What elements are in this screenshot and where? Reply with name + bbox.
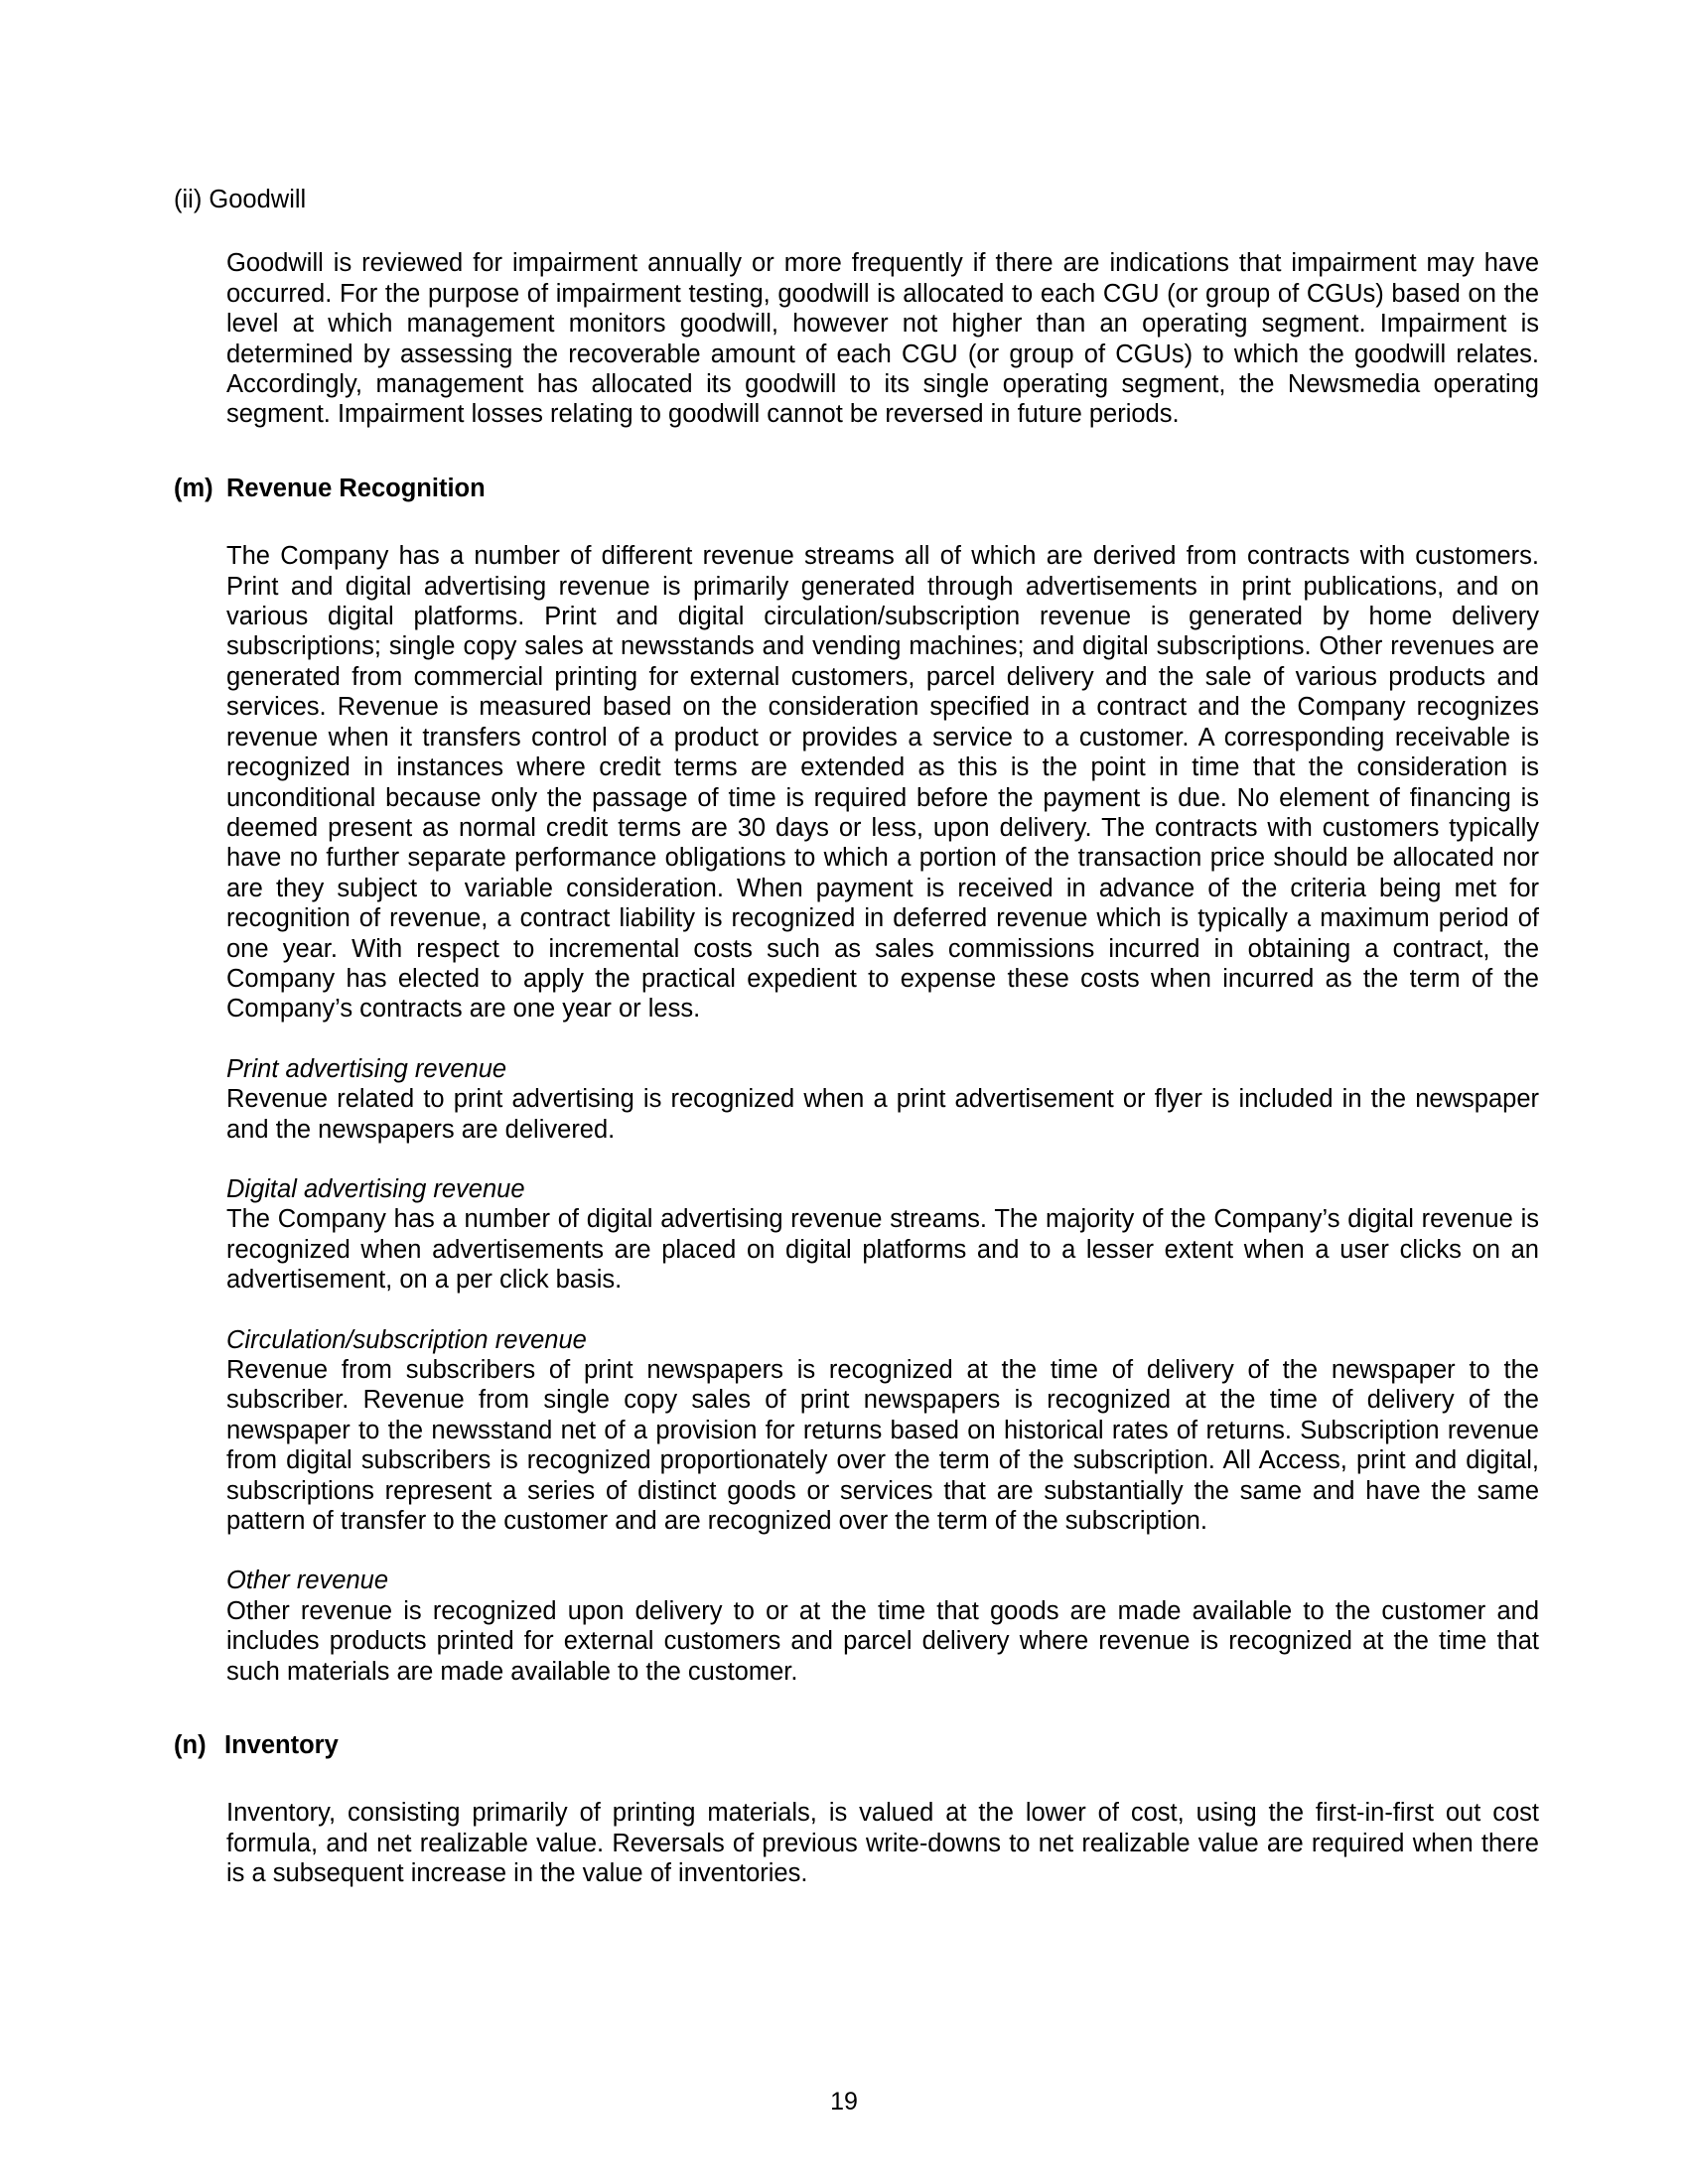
revenue-recognition-heading-text: Revenue Recognition [226, 474, 486, 502]
inventory-paragraph: Inventory, consisting primarily of printing materials, is valued at the lower of cost, using the first-in-first out cost formula, and net realizable value. Reversals of previous write-downs to net realizable value are required when there is a subsequent increase in the value of inventories. [226, 1799, 1539, 1888]
inventory-heading-text: Inventory [224, 1731, 339, 1760]
page-content [174, 185, 1539, 1889]
spacer [174, 1296, 1539, 1325]
subsection-body-circulation-subscription: Revenue from subscribers of print newspapers is recognized at the time of delivery of the newspaper to the subscriber. Revenue from single copy sales of print newspapers is recognized at the time of delivery of the newspaper to the newsstand net of a provision for returns based on historical rates of returns. Subscription revenue from digital subscribers is recognized proportionately over the term of the subscription. All Access, print and digital, subscriptions represent a series of distinct goods or services that are substantially the same and have the same pattern of transfer to the customer and are recognized over the term of the subscription. [226, 1356, 1539, 1536]
spacer [174, 1145, 1539, 1174]
spacer [174, 1536, 1539, 1566]
revenue-recognition-heading [174, 474, 1539, 503]
subsection-title-other-revenue: Other revenue [226, 1567, 389, 1595]
subsection-body-other-revenue: Other revenue is recognized upon delivery to or at the time that goods are made available to the customer and includes products printed for external customers and parcel delivery where revenue is recognized at the time that such materials are made available to the customer. [226, 1596, 1539, 1686]
page-number: 19 [830, 2088, 858, 2116]
goodwill-paragraph: Goodwill is reviewed for impairment annually or more frequently if there are indications that impairment may have occurred. For the purpose of impairment testing, goodwill is allocated to each CGU (or group of CGUs) based on the level at which management monitors goodwill, however not higher than an operating segment. Impairment is determined by assessing the recoverable amount of each CGU (or group of CGUs) to which the goodwill relates. Accordingly, management has allocated its goodwill to its single operating segment, the Newsmedia operating segment. Impairment losses relating to goodwill cannot be reversed in future periods. [226, 249, 1539, 429]
subsection-title-circulation-subscription: Circulation/subscription revenue [226, 1325, 587, 1354]
revenue-recognition-marker: (m) [174, 474, 213, 502]
inventory-heading [174, 1730, 1539, 1760]
spacer [174, 503, 1539, 541]
spacer [174, 214, 1539, 248]
spacer [174, 430, 1539, 474]
goodwill-heading: (ii) Goodwill [174, 186, 307, 213]
spacer [174, 1760, 1539, 1798]
subsection-title-digital-advertising: Digital advertising revenue [226, 1174, 525, 1203]
subsection-body-print-advertising: Revenue related to print advertising is recognized when a print advertisement or flyer is included in the newspaper and the newspapers are delivered. [226, 1085, 1539, 1144]
revenue-recognition-paragraph: The Company has a number of different revenue streams all of which are derived from contracts with customers. Print and digital advertising revenue is primarily generated through advertisements in print publications, and on various digital platforms. Print and digital circulation/subscription revenue is generated by home delivery subscriptions; single copy sales at newsstands and vending machines; and digital subscriptions. Other revenues are generated from commercial printing for external customers, parcel delivery and the sale of various products and services. Revenue is measured based on the consideration specified in a contract and the Company recognizes revenue when it transfers control of a product or provides a service to a customer. A corresponding receivable is recognized in instances where credit terms are extended as this is the point in time that the consideration is unconditional because only the passage of time is required before the payment is due. No element of financing is deemed present as normal credit terms are 30 days or less, upon delivery. The contracts with customers typically have no further separate performance obligations to which a portion of the transaction price should be allocated nor are they subject to variable consideration. When payment is received in advance of the criteria being met for recognition of revenue, a contract liability is recognized in deferred revenue which is typically a maximum period of one year. With respect to incremental costs such as sales commissions incurred in obtaining a contract, the Company has elected to apply the practical expedient to expense these costs when incurred as the term of the Company’s contracts are one year or less. [226, 542, 1539, 1024]
inventory-marker: (n) [174, 1731, 207, 1760]
subsection-title-print-advertising: Print advertising revenue [226, 1054, 507, 1083]
subsection-body-digital-advertising: The Company has a number of digital advertising revenue streams. The majority of the Company’s digital revenue is recognized when advertisements are placed on digital platforms and to a lesser extent when a user clicks on an advertisement, on a per click basis. [226, 1205, 1539, 1295]
spacer [174, 1024, 1539, 1054]
spacer [174, 1687, 1539, 1730]
